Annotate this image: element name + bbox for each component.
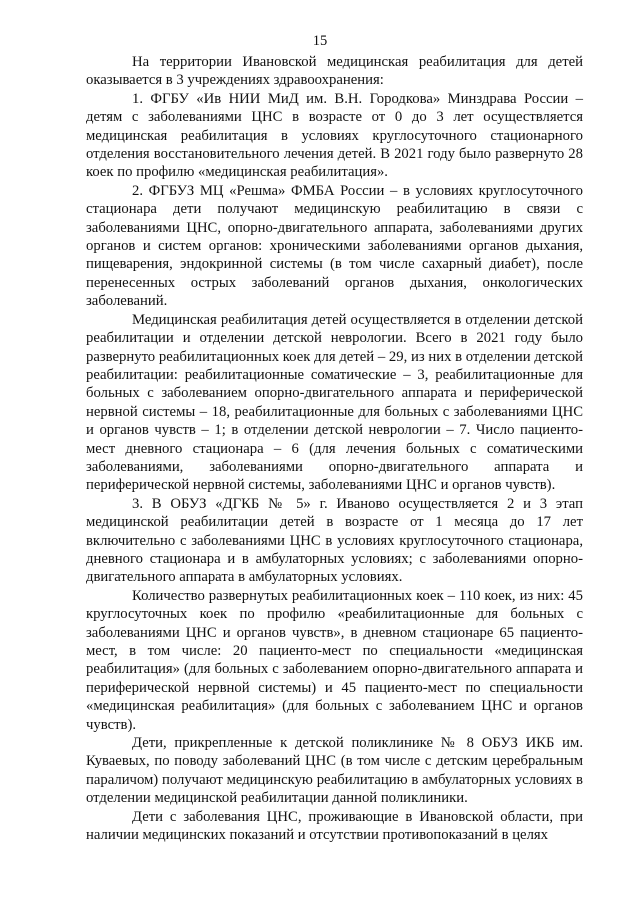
- paragraph-polyclinic: Дети, прикрепленные к детской поликлинике № 8 ОБУЗ ИКБ им. Куваевых, по поводу заболеваний ЦНС (в том числе с детским церебральным параличом) получают медицинскую реабилитацию в амбулаторных условиях в отделении медицинской реабилитации данной поликлиники.: [86, 735, 583, 807]
- paragraph-bed-count: Количество развернутых реабилитационных коек – 110 коек, из них: 45 круглосуточных коек по профилю «реабилитационные для больных с заболеваниями ЦНС и органов чувств», в дневном стационаре 65 пациенто-мест, в том числе: 20 пациенто-мест по специальности «медицинская реабилитация» (для больных с заболеванием опорно-двигательного аппарата и периферической нервной системы) и 45 пациенто-мест по специальности «медицинская реабилитация» (для больных с заболеванием ЦНС и органов чувств).: [86, 587, 583, 733]
- paragraph-region: Дети с заболевания ЦНС, проживающие в Ивановской области, при наличии медицинских показаний и отсутствии противопоказаний в целях: [86, 808, 583, 844]
- paragraph-item-2: 2. ФГБУЗ МЦ «Решма» ФМБА России – в условиях круглосуточного стационара дети получают медицинскую реабилитацию в связи с заболеваниями ЦНС, опорно-двигательного аппарата, заболеваниями других органов и систем органов: хроническими заболеваниями органов дыхания, пищеварения, эндокринной системы (в том числе сахарный диабет), после перенесенных острых заболеваний органов дыхания, онкологических заболеваний.: [86, 182, 583, 310]
- paragraph-reabilitation-details: Медицинская реабилитация детей осуществляется в отделении детской реабилитации и отделении детской неврологии. Всего в 2021 году было развернуто реабилитационных коек для детей – 29, из них в отделении детской реабилитации: реабилитационные соматические – 3, реабилитационные для больных с заболеванием опорно-двигательного аппарата и периферической нервной системы – 18, реабилитационные для больных с заболеваниями ЦНС и органов чувств – 1; в отделении детской неврологии – 7. Число пациенто-мест дневного стационара – 6 (для лечения больных с соматическими заболеваниями, заболеваниями опорно-двигательного аппарата и периферической нервной системы, заболеваниями ЦНС и органов чувств).: [86, 311, 583, 494]
- paragraph-intro: На территории Ивановской медицинская реабилитация для детей оказывается в 3 учреждениях здравоохранения:: [86, 54, 583, 89]
- page-number: 15: [312, 33, 328, 49]
- paragraph-item-3: 3. В ОБУЗ «ДГКБ № 5» г. Иваново осуществляется 2 и 3 этап медицинской реабилитации детей в возрасте от 1 месяца до 17 лет включительно с заболеваниями ЦНС в условиях круглосуточного стационара, дневного стационара и в амбулаторных условиях; с заболеваниями опорно-двигательного аппарата в амбулаторных условиях.: [86, 495, 583, 586]
- body-text: [86, 53, 583, 844]
- paragraph-item-1: 1. ФГБУ «Ив НИИ МиД им. В.Н. Городкова» Минздрава России – детям с заболеваниями ЦНС в возрасте от 0 до 3 лет осуществляется медицинская реабилитация в условиях круглосуточного стационарного отделения восстановительного лечения детей. В 2021 году было развернуто 28 коек по профилю «медицинская реабилитация».: [86, 90, 583, 181]
